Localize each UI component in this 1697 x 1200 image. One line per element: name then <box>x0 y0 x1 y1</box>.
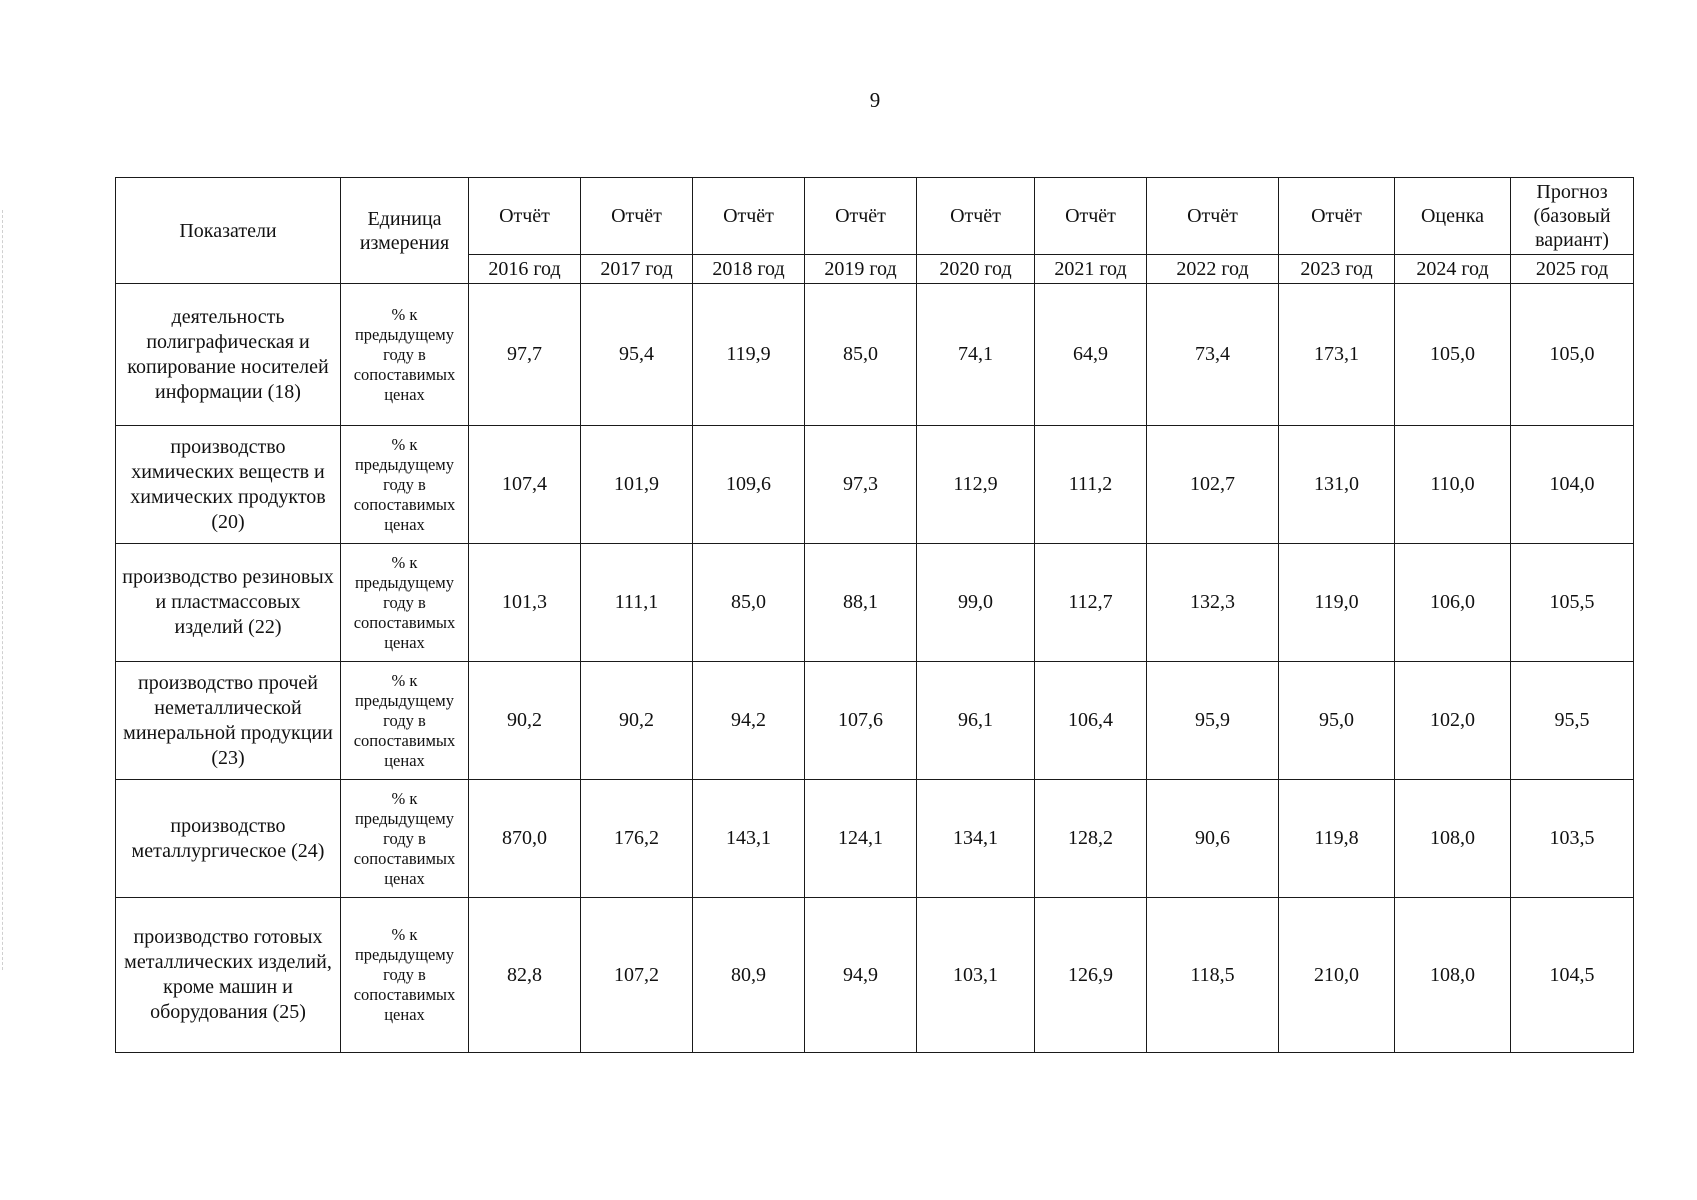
header-year: 2018 год <box>693 255 805 284</box>
value-cell: 134,1 <box>917 780 1035 898</box>
indicator-cell: производство химических веществ и химических продуктов (20) <box>116 426 341 544</box>
header-indicator: Показатели <box>116 178 341 284</box>
value-cell: 870,0 <box>469 780 581 898</box>
value-cell: 94,9 <box>805 898 917 1053</box>
header-type: Отчёт <box>1147 178 1279 255</box>
value-cell: 104,5 <box>1511 898 1634 1053</box>
value-cell: 95,9 <box>1147 662 1279 780</box>
value-cell: 104,0 <box>1511 426 1634 544</box>
header-year: 2022 год <box>1147 255 1279 284</box>
value-cell: 73,4 <box>1147 284 1279 426</box>
table-row <box>116 284 1634 426</box>
table-row <box>116 544 1634 662</box>
value-cell: 80,9 <box>693 898 805 1053</box>
value-cell: 119,8 <box>1279 780 1395 898</box>
unit-cell: % к предыдущему году в сопоставимых ценах <box>341 898 469 1053</box>
header-year: 2016 год <box>469 255 581 284</box>
unit-cell: % к предыдущему году в сопоставимых ценах <box>341 662 469 780</box>
economic-indicators-table <box>115 177 1634 1053</box>
value-cell: 101,9 <box>581 426 693 544</box>
indicator-cell: производство готовых металлических изделий, кроме машин и оборудования (25) <box>116 898 341 1053</box>
header-type: Отчёт <box>1279 178 1395 255</box>
unit-cell: % к предыдущему году в сопоставимых ценах <box>341 284 469 426</box>
value-cell: 101,3 <box>469 544 581 662</box>
value-cell: 97,7 <box>469 284 581 426</box>
value-cell: 110,0 <box>1395 426 1511 544</box>
value-cell: 108,0 <box>1395 898 1511 1053</box>
scan-edge-line <box>2 210 4 970</box>
table-header <box>116 178 1634 284</box>
header-type: Отчёт <box>469 178 581 255</box>
value-cell: 96,1 <box>917 662 1035 780</box>
value-cell: 103,1 <box>917 898 1035 1053</box>
header-year: 2024 год <box>1395 255 1511 284</box>
header-year: 2025 год <box>1511 255 1634 284</box>
value-cell: 95,4 <box>581 284 693 426</box>
value-cell: 126,9 <box>1035 898 1147 1053</box>
table-row <box>116 426 1634 544</box>
table-row <box>116 898 1634 1053</box>
header-year: 2019 год <box>805 255 917 284</box>
table-body <box>116 284 1634 1053</box>
header-unit: Единица измерения <box>341 178 469 284</box>
header-type: Прогноз (базовый вариант) <box>1511 178 1634 255</box>
value-cell: 107,6 <box>805 662 917 780</box>
value-cell: 131,0 <box>1279 426 1395 544</box>
unit-cell: % к предыдущему году в сопоставимых ценах <box>341 544 469 662</box>
value-cell: 95,5 <box>1511 662 1634 780</box>
value-cell: 99,0 <box>917 544 1035 662</box>
value-cell: 85,0 <box>693 544 805 662</box>
value-cell: 105,0 <box>1511 284 1634 426</box>
value-cell: 85,0 <box>805 284 917 426</box>
header-year: 2017 год <box>581 255 693 284</box>
value-cell: 95,0 <box>1279 662 1395 780</box>
indicator-cell: производство резиновых и пластмассовых изделий (22) <box>116 544 341 662</box>
value-cell: 210,0 <box>1279 898 1395 1053</box>
value-cell: 176,2 <box>581 780 693 898</box>
value-cell: 132,3 <box>1147 544 1279 662</box>
value-cell: 106,4 <box>1035 662 1147 780</box>
indicator-cell: производство металлургическое (24) <box>116 780 341 898</box>
value-cell: 173,1 <box>1279 284 1395 426</box>
indicator-cell: производство прочей неметаллической минеральной продукции (23) <box>116 662 341 780</box>
value-cell: 119,0 <box>1279 544 1395 662</box>
value-cell: 107,4 <box>469 426 581 544</box>
value-cell: 103,5 <box>1511 780 1634 898</box>
value-cell: 119,9 <box>693 284 805 426</box>
value-cell: 94,2 <box>693 662 805 780</box>
value-cell: 128,2 <box>1035 780 1147 898</box>
header-type: Отчёт <box>693 178 805 255</box>
value-cell: 105,5 <box>1511 544 1634 662</box>
header-year: 2020 год <box>917 255 1035 284</box>
value-cell: 106,0 <box>1395 544 1511 662</box>
value-cell: 118,5 <box>1147 898 1279 1053</box>
value-cell: 97,3 <box>805 426 917 544</box>
header-year: 2021 год <box>1035 255 1147 284</box>
indicator-cell: деятельность полиграфическая и копирование носителей информации (18) <box>116 284 341 426</box>
value-cell: 108,0 <box>1395 780 1511 898</box>
unit-cell: % к предыдущему году в сопоставимых ценах <box>341 780 469 898</box>
header-type: Отчёт <box>581 178 693 255</box>
value-cell: 111,2 <box>1035 426 1147 544</box>
value-cell: 90,2 <box>469 662 581 780</box>
unit-cell: % к предыдущему году в сопоставимых ценах <box>341 426 469 544</box>
header-year: 2023 год <box>1279 255 1395 284</box>
page-number: 9 <box>869 88 881 112</box>
value-cell: 109,6 <box>693 426 805 544</box>
value-cell: 112,9 <box>917 426 1035 544</box>
table-row <box>116 780 1634 898</box>
value-cell: 90,6 <box>1147 780 1279 898</box>
value-cell: 102,7 <box>1147 426 1279 544</box>
value-cell: 102,0 <box>1395 662 1511 780</box>
header-type: Отчёт <box>917 178 1035 255</box>
value-cell: 112,7 <box>1035 544 1147 662</box>
value-cell: 74,1 <box>917 284 1035 426</box>
value-cell: 107,2 <box>581 898 693 1053</box>
value-cell: 82,8 <box>469 898 581 1053</box>
table-row <box>116 662 1634 780</box>
header-type: Отчёт <box>1035 178 1147 255</box>
header-row-types <box>116 178 1634 255</box>
value-cell: 105,0 <box>1395 284 1511 426</box>
value-cell: 124,1 <box>805 780 917 898</box>
header-type: Отчёт <box>805 178 917 255</box>
value-cell: 111,1 <box>581 544 693 662</box>
value-cell: 88,1 <box>805 544 917 662</box>
value-cell: 90,2 <box>581 662 693 780</box>
header-type: Оценка <box>1395 178 1511 255</box>
value-cell: 143,1 <box>693 780 805 898</box>
value-cell: 64,9 <box>1035 284 1147 426</box>
